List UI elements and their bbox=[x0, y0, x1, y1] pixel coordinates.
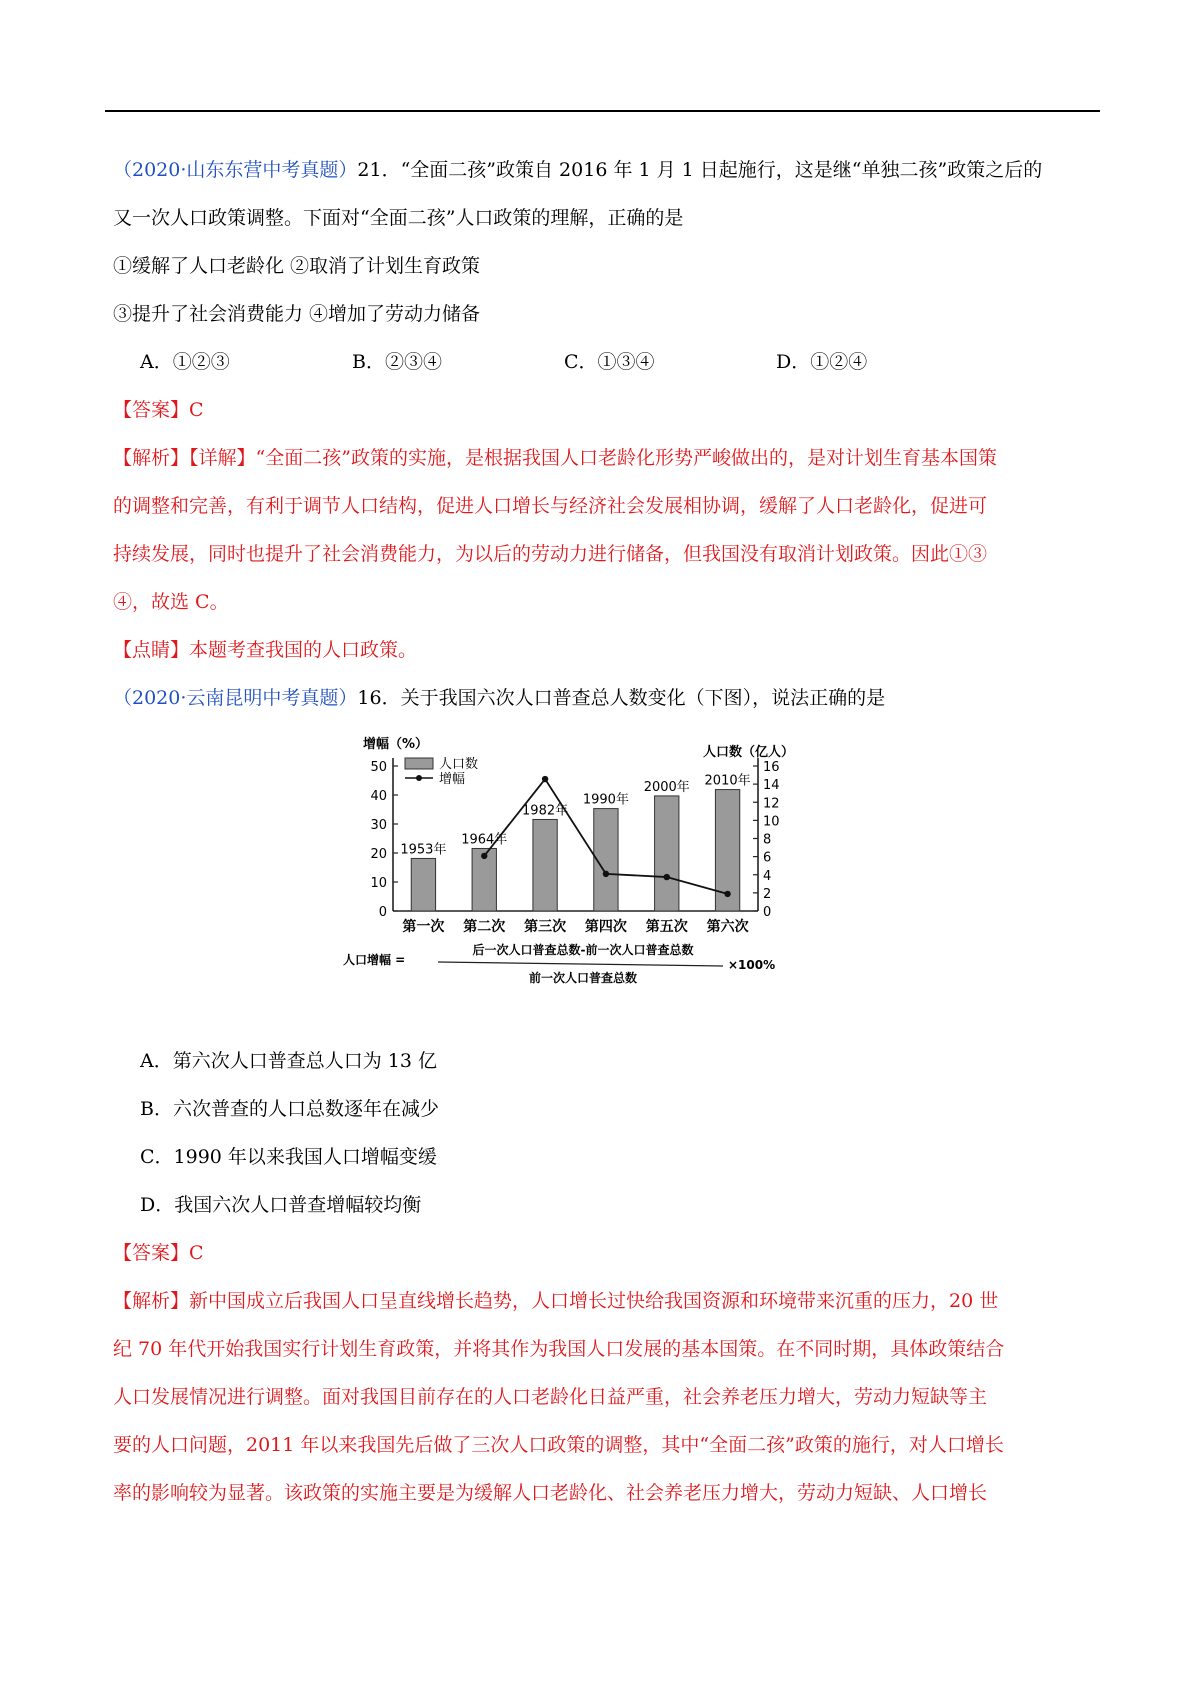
category-label: 第四次 bbox=[584, 919, 627, 935]
q1-option-d: D．①②④ bbox=[776, 351, 868, 373]
category-label: 第一次 bbox=[402, 919, 445, 935]
growth-point bbox=[664, 874, 670, 880]
growth-point bbox=[724, 891, 730, 897]
bar-year-label: 2000年 bbox=[643, 779, 690, 795]
q2-option-a: A．第六次人口普查总人口为 13 亿 bbox=[140, 1050, 437, 1072]
census-chart-figure bbox=[113, 722, 1098, 1037]
left-tick-label: 50 bbox=[370, 760, 387, 775]
population-bar bbox=[533, 819, 557, 911]
right-tick-label: 4 bbox=[763, 868, 772, 884]
bar-year-label: 1990年 bbox=[582, 792, 629, 808]
header-rule bbox=[105, 110, 1100, 112]
q2-analysis-line2: 纪 70 年代开始我国实行计划生育政策，并将其作为我国人口发展的基本国策。在不同时期，具体政策结合 bbox=[113, 1338, 1005, 1360]
bar-year-label: 1964年 bbox=[461, 832, 508, 848]
formula-numerator: 后一次人口普查总数-前一次人口普查总数 bbox=[472, 943, 694, 957]
q1-stem-line2: 又一次人口政策调整。下面对“全面二孩”人口政策的理解，正确的是 bbox=[113, 207, 684, 229]
growth-point bbox=[481, 853, 487, 859]
legend-bar-swatch bbox=[405, 758, 433, 769]
q1-option-a: A．①②③ bbox=[140, 351, 230, 373]
right-tick-label: 8 bbox=[763, 832, 772, 848]
category-label: 第五次 bbox=[645, 919, 688, 935]
q2-source: （2020·云南昆明中考真题） bbox=[113, 687, 358, 709]
bar-year-label: 2010年 bbox=[704, 773, 751, 789]
q1-analysis-line1: 【解析】【详解】“全面二孩”政策的实施，是根据我国人口老龄化形势严峻做出的，是对计划生育基本国策 bbox=[113, 447, 997, 469]
document-body bbox=[113, 146, 1098, 1517]
q2-analysis-line1: 【解析】新中国成立后我国人口呈直线增长趋势，人口增长过快给我国资源和环境带来沉重的压力，20 世 bbox=[113, 1290, 999, 1312]
q1-analysis-line4: ④，故选 C。 bbox=[113, 591, 229, 613]
bar-year-label: 1953年 bbox=[400, 842, 447, 858]
q2-option-d: D．我国六次人口普查增幅较均衡 bbox=[140, 1194, 422, 1216]
q1-option-b: B．②③④ bbox=[352, 351, 442, 373]
q1-options bbox=[113, 338, 1098, 386]
q2-analysis-line4: 要的人口问题，2011 年以来我国先后做了三次人口政策的调整，其中“全面二孩”政策的施行，对人口增长 bbox=[113, 1434, 1004, 1456]
q1-analysis-line2: 的调整和完善，有利于调节人口结构，促进人口增长与经济社会发展相协调，缓解了人口老龄化，促进可 bbox=[113, 495, 988, 517]
population-bar bbox=[411, 858, 435, 911]
right-tick-label: 16 bbox=[763, 760, 780, 775]
right-tick-label: 0 bbox=[763, 905, 772, 920]
right-tick-label: 12 bbox=[763, 796, 780, 812]
right-tick-label: 14 bbox=[763, 778, 780, 794]
growth-point bbox=[542, 776, 548, 782]
formula-fraction-bar bbox=[438, 962, 723, 966]
population-bar bbox=[655, 796, 679, 911]
q1-analysis-line3: 持续发展，同时也提升了社会消费能力，为以后的劳动力进行储备，但我国没有取消计划政策。因此①③ bbox=[113, 543, 988, 565]
category-label: 第六次 bbox=[706, 919, 749, 935]
left-tick-label: 10 bbox=[370, 876, 387, 891]
q2-option-b: B．六次普查的人口总数逐年在减少 bbox=[140, 1098, 439, 1120]
legend-line-marker bbox=[416, 775, 422, 781]
left-tick-label: 40 bbox=[370, 789, 387, 804]
q1-items-line2: ③提升了社会消费能力 ④增加了劳动力储备 bbox=[113, 303, 481, 325]
left-axis-label: 增幅（%） bbox=[363, 737, 429, 752]
right-axis-label: 人口数（亿人） bbox=[703, 745, 795, 760]
right-tick-label: 2 bbox=[763, 886, 772, 902]
q1-option-c: C．①③④ bbox=[564, 351, 655, 373]
q2-analysis-line5: 率的影响较为显著。该政策的实施主要是为缓解人口老龄化、社会养老压力增大，劳动力短缺、人口增长 bbox=[113, 1482, 988, 1504]
right-tick-label: 6 bbox=[763, 850, 772, 866]
q2-answer: 【答案】C bbox=[113, 1242, 204, 1264]
legend-line-label: 增幅 bbox=[439, 772, 466, 787]
q1-source: （2020·山东东营中考真题） bbox=[113, 159, 358, 181]
right-tick-label: 10 bbox=[763, 814, 780, 830]
q1-items-line1: ①缓解了人口老龄化 ②取消了计划生育政策 bbox=[113, 255, 481, 277]
formula-denominator: 前一次人口普查总数 bbox=[528, 971, 638, 985]
left-tick-label: 0 bbox=[378, 905, 387, 920]
category-label: 第二次 bbox=[463, 919, 506, 935]
q2-option-c: C．1990 年以来我国人口增幅变缓 bbox=[140, 1146, 437, 1168]
growth-point bbox=[603, 871, 609, 877]
census-chart bbox=[333, 726, 853, 1026]
category-label: 第三次 bbox=[524, 919, 567, 935]
bar-year-label: 1982年 bbox=[522, 803, 569, 819]
left-tick-label: 30 bbox=[370, 818, 387, 833]
legend-bar-label: 人口数 bbox=[439, 757, 479, 772]
left-tick-label: 20 bbox=[370, 847, 387, 862]
q1-note: 【点睛】本题考查我国的人口政策。 bbox=[113, 639, 418, 661]
q1-stem-line1: （2020·山东东营中考真题）21．“全面二孩”政策自 2016 年 1 月 1 日起施行，这是继“单独二孩”政策之后的 bbox=[113, 159, 1043, 181]
q2-stem: （2020·云南昆明中考真题）16．关于我国六次人口普查总人数变化（下图），说法正确的是 bbox=[113, 687, 886, 709]
formula-right: ×100% bbox=[728, 958, 776, 972]
formula-left: 人口增幅 = bbox=[343, 953, 406, 967]
q2-analysis-line3: 人口发展情况进行调整。面对我国目前存在的人口老龄化日益严重，社会养老压力增大，劳动力短缺等主 bbox=[113, 1386, 988, 1408]
q1-answer: 【答案】C bbox=[113, 399, 204, 421]
